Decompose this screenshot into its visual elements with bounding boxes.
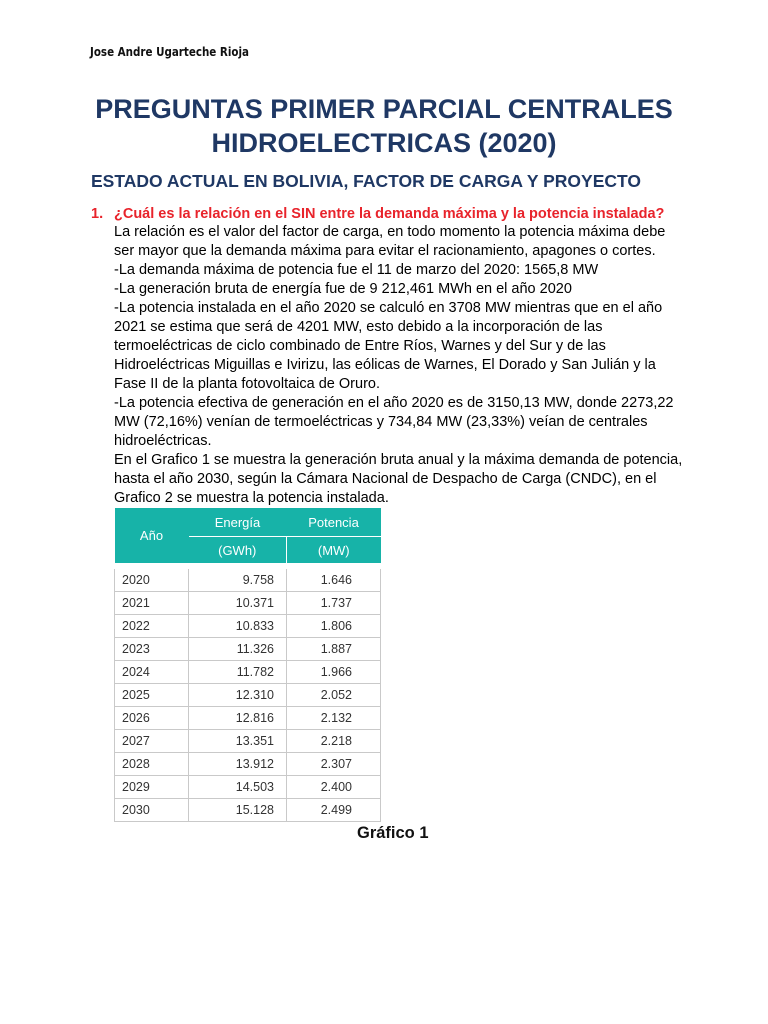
unit-energy: (GWh) — [189, 537, 287, 567]
table-row — [115, 729, 381, 752]
cell-power: 2.052 — [287, 683, 381, 706]
paragraph: -La potencia efectiva de generación en el año 2020 es de 3150,13 MW, donde 2273,22 MW (72,16%) venían de termoeléctricas y 734,84 MW (23,33%) veían de centrales hidroeléctricas. — [114, 395, 674, 449]
cell-power: 2.499 — [287, 798, 381, 821]
cell-energy: 9.758 — [189, 566, 287, 592]
cell-energy: 12.310 — [189, 683, 287, 706]
cell-year: 2020 — [115, 566, 189, 592]
table-row — [115, 592, 381, 615]
cell-energy: 15.128 — [189, 798, 287, 821]
author-name: Jose Andre Ugarteche Rioja — [90, 45, 249, 59]
cell-power: 2.132 — [287, 706, 381, 729]
cell-year: 2021 — [115, 592, 189, 615]
cell-power: 2.218 — [287, 729, 381, 752]
paragraph: -La generación bruta de energía fue de 9 212,461 MWh en el año 2020 — [114, 281, 572, 297]
table-row — [115, 706, 381, 729]
cell-year: 2027 — [115, 729, 189, 752]
paragraph: -La demanda máxima de potencia fue el 11 de marzo del 2020: 1565,8 MW — [114, 262, 599, 278]
cell-year: 2025 — [115, 683, 189, 706]
header-year: Año — [115, 508, 189, 566]
cell-power: 1.966 — [287, 660, 381, 683]
title-line-2: HIDROELECTRICAS (2020) — [211, 128, 557, 158]
title-line-1: PREGUNTAS PRIMER PARCIAL CENTRALES — [95, 94, 673, 124]
paragraph: -La potencia instalada en el año 2020 se calculó en 3708 MW mientras que en el año 2021 se estima que será de 4201 MW, esto debido a la incorporación de las termoeléctricas de ciclo combinado de Entre Ríos, Warnes y del Sur y de las Hidroeléctricas Miguillas e Ivirizu, las eólicas de Warnes, El Dorado y San Julián y la Fase II de la planta fotovoltaica de Oruro. — [114, 300, 663, 392]
paragraph: La relación es el valor del factor de carga, en todo momento la potencia máxima debe ser mayor que la demanda máxima para evitar el racionamiento, apagones o cortes. — [114, 224, 666, 259]
cell-energy: 11.326 — [189, 638, 287, 661]
cell-power: 1.806 — [287, 615, 381, 638]
document-title — [60, 92, 708, 160]
table-row — [115, 752, 381, 775]
table-row — [115, 660, 381, 683]
header-energy: Energía — [189, 508, 287, 537]
cell-year: 2028 — [115, 752, 189, 775]
cell-energy: 10.371 — [189, 592, 287, 615]
cell-year: 2030 — [115, 798, 189, 821]
cell-energy: 13.912 — [189, 752, 287, 775]
cell-year: 2026 — [115, 706, 189, 729]
cell-power: 1.737 — [287, 592, 381, 615]
answer-body — [114, 223, 684, 508]
table-row — [115, 683, 381, 706]
question-number: 1. — [91, 206, 104, 222]
cell-year: 2023 — [115, 638, 189, 661]
cell-energy: 13.351 — [189, 729, 287, 752]
cell-power: 1.646 — [287, 566, 381, 592]
question-text: ¿Cuál es la relación en el SIN entre la demanda máxima y la potencia instalada? — [114, 206, 665, 222]
cell-power: 1.887 — [287, 638, 381, 661]
table-row — [115, 638, 381, 661]
cell-energy: 11.782 — [189, 660, 287, 683]
cell-energy: 14.503 — [189, 775, 287, 798]
table-row — [115, 566, 381, 592]
cell-energy: 10.833 — [189, 615, 287, 638]
cell-power: 2.307 — [287, 752, 381, 775]
cell-energy: 12.816 — [189, 706, 287, 729]
projection-table — [114, 508, 381, 822]
table-row — [115, 775, 381, 798]
cell-power: 2.400 — [287, 775, 381, 798]
table-row — [115, 615, 381, 638]
header-power: Potencia — [287, 508, 381, 537]
paragraph: En el Grafico 1 se muestra la generación bruta anual y la máxima demanda de potencia, hasta el año 2030, según la Cámara Nacional de Despacho de Carga (CNDC), en el Grafico 2 se muestra la potencia instalada. — [114, 452, 683, 506]
figure-caption: Gráfico 1 — [357, 824, 429, 842]
cell-year: 2022 — [115, 615, 189, 638]
section-subtitle: ESTADO ACTUAL EN BOLIVIA, FACTOR DE CARGA Y PROYECTO — [91, 171, 642, 191]
table-row — [115, 798, 381, 821]
unit-power: (MW) — [287, 537, 381, 567]
cell-year: 2029 — [115, 775, 189, 798]
cell-year: 2024 — [115, 660, 189, 683]
